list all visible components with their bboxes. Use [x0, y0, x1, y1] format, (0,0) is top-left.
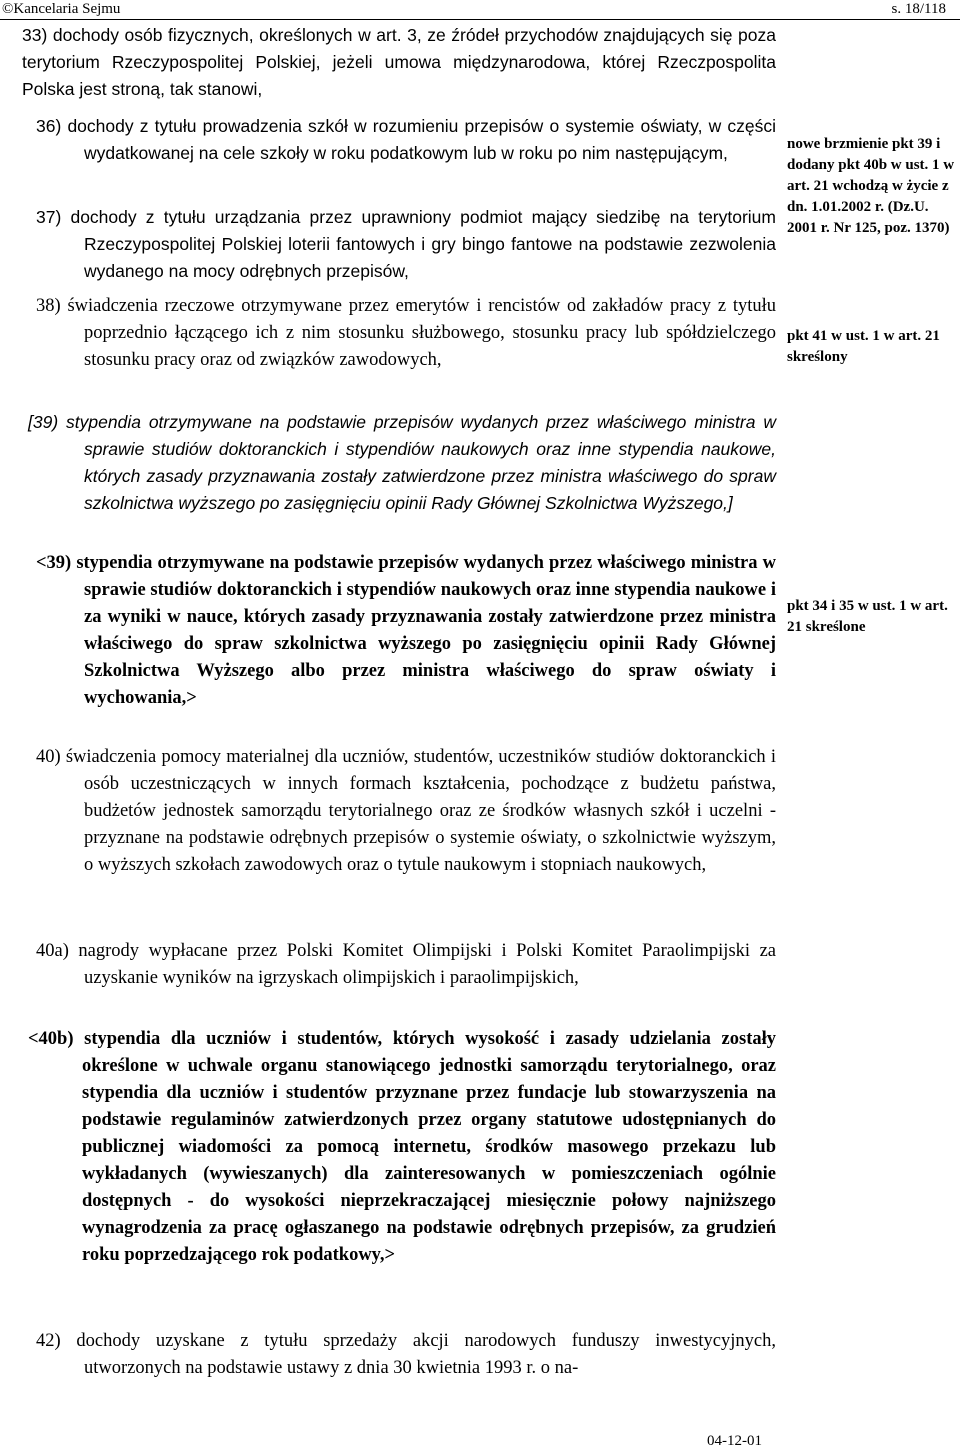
paragraph-39-old: [39) stypendia otrzymywane na podstawie przepisów wydanych przez właściwego ministra w sprawie studiów doktoranckich i stypendiów naukowych oraz inne stypendia naukowe, których zasady przyznawania zostały zatwierdzone przez ministra właściwego do spraw szkolnictwa wyższego po zasięgnięciu opinii Rady Głównej Szkolnictwa Wyższego,]	[28, 412, 776, 513]
paragraph-37: 37) dochody z tytułu urządzania przez uprawniony podmiot mający siedzibę na terytorium Rzeczypospolitej Polskiej loterii fantowych i gry bingo fantowe na podstawie zezwolenia wydanego na mocy odrębnych przepisów,	[36, 207, 776, 281]
paragraph-40b: <40b) stypendia dla uczniów i studentów, których wysokość i zasady udzielania zostały określone w uchwale organu stanowiącego jednostki samorządu terytorialnego, oraz stypendia dla uczniów i studentów przyznane przez fundacje lub stowarzyszenia na podstawie regulaminów zatwierdzonych przez organy statutowe udostępnianych do publicznej wiadomości za pomocą internetu, środków masowego przekazu lub wykładanych (wywieszanych) dla zainteresowanych w pomieszczeniach ogólnie dostępnych - do wysokości nieprzekraczającej miesięcznie połowy najniższego wynagrodzenia za pracę ogłaszanego na podstawie odrębnych przepisów, za grudzień roku poprzedzającego rok podatkowy,>	[28, 1029, 776, 1265]
header-source: ©Kancelaria Sejmu	[2, 1, 121, 17]
header-page-number: s. 18/118	[891, 1, 946, 17]
paragraph-33: 33) dochody osób fizycznych, określonych w art. 3, ze źródeł przychodów znajdujących się poza terytorium Rzeczypospolitej Polskiej, jeżeli umowa międzynarodowa, której Rzeczpospolita Polska jest stroną, tak stanowi,	[22, 25, 776, 99]
paragraph-40: 40) świadczenia pomocy materialnej dla uczniów, studentów, uczestników studiów doktoranckich i osób uczestniczących w innych formach kształcenia, pochodzące z budżetu państwa, budżetów jednostek samorządu terytorialnego oraz ze środków własnych szkół i uczelni - przyznane na podstawie odrębnych przepisów o systemie oświaty, o szkolnictwie wyższym, o wyższych szkołach zawodowych oraz o tytule naukowym i stopniach naukowych,	[36, 747, 776, 875]
paragraph-36: 36) dochody z tytułu prowadzenia szkół w rozumieniu przepisów o systemie oświaty, w części wydatkowanej na cele szkoły w roku podatkowym lub w roku po nim następującym,	[36, 116, 776, 163]
paragraph-42: 42) dochody uzyskane z tytułu sprzedaży akcji narodowych funduszy inwestycyjnych, utworzonych na podstawie ustawy z dnia 30 kwietnia 1993 r. o na-	[36, 1331, 776, 1378]
paragraph-40a: 40a) nagrody wypłacane przez Polski Komitet Olimpijski i Polski Komitet Paraolimpijski za uzyskanie wyników na igrzyskach olimpijskich i paraolimpijskich,	[36, 941, 776, 988]
margin-note-pkt34-35: pkt 34 i 35 w ust. 1 w art. 21 skreślone	[787, 598, 948, 635]
paragraph-38: 38) świadczenia rzeczowe otrzymywane przez emerytów i rencistów od zakładów pracy z tytułu poprzednio łączącego ich z nim stosunku służbowego, stosunku pracy lub spółdzielczego stosunku pracy oraz od związków zawodowych,	[36, 296, 776, 370]
paragraph-39-new: <39) stypendia otrzymywane na podstawie przepisów wydanych przez właściwego ministra w sprawie studiów doktoranckich i stypendiów naukowych oraz inne stypendia naukowe i za wyniki w nauce, których zasady przyznawania zostały zatwierdzone przez ministra właściwego do spraw szkolnictwa wyższego po zasięgnięciu opinii Rady Głównej Szkolnictwa Wyższego albo przez ministra właściwego do spraw oświaty i wychowania,>	[36, 553, 776, 708]
margin-note-amendment: nowe brzmienie pkt 39 i dodany pkt 40b w ust. 1 w art. 21 wchodzą w życie z dn. 1.01.2002 r. (Dz.U. 2001 r. Nr 125, poz. 1370)	[787, 136, 955, 236]
footer-date: 04-12-01	[707, 1433, 762, 1449]
margin-note-pkt41: pkt 41 w ust. 1 w art. 21 skreślony	[787, 328, 940, 365]
header-rule	[0, 19, 960, 20]
